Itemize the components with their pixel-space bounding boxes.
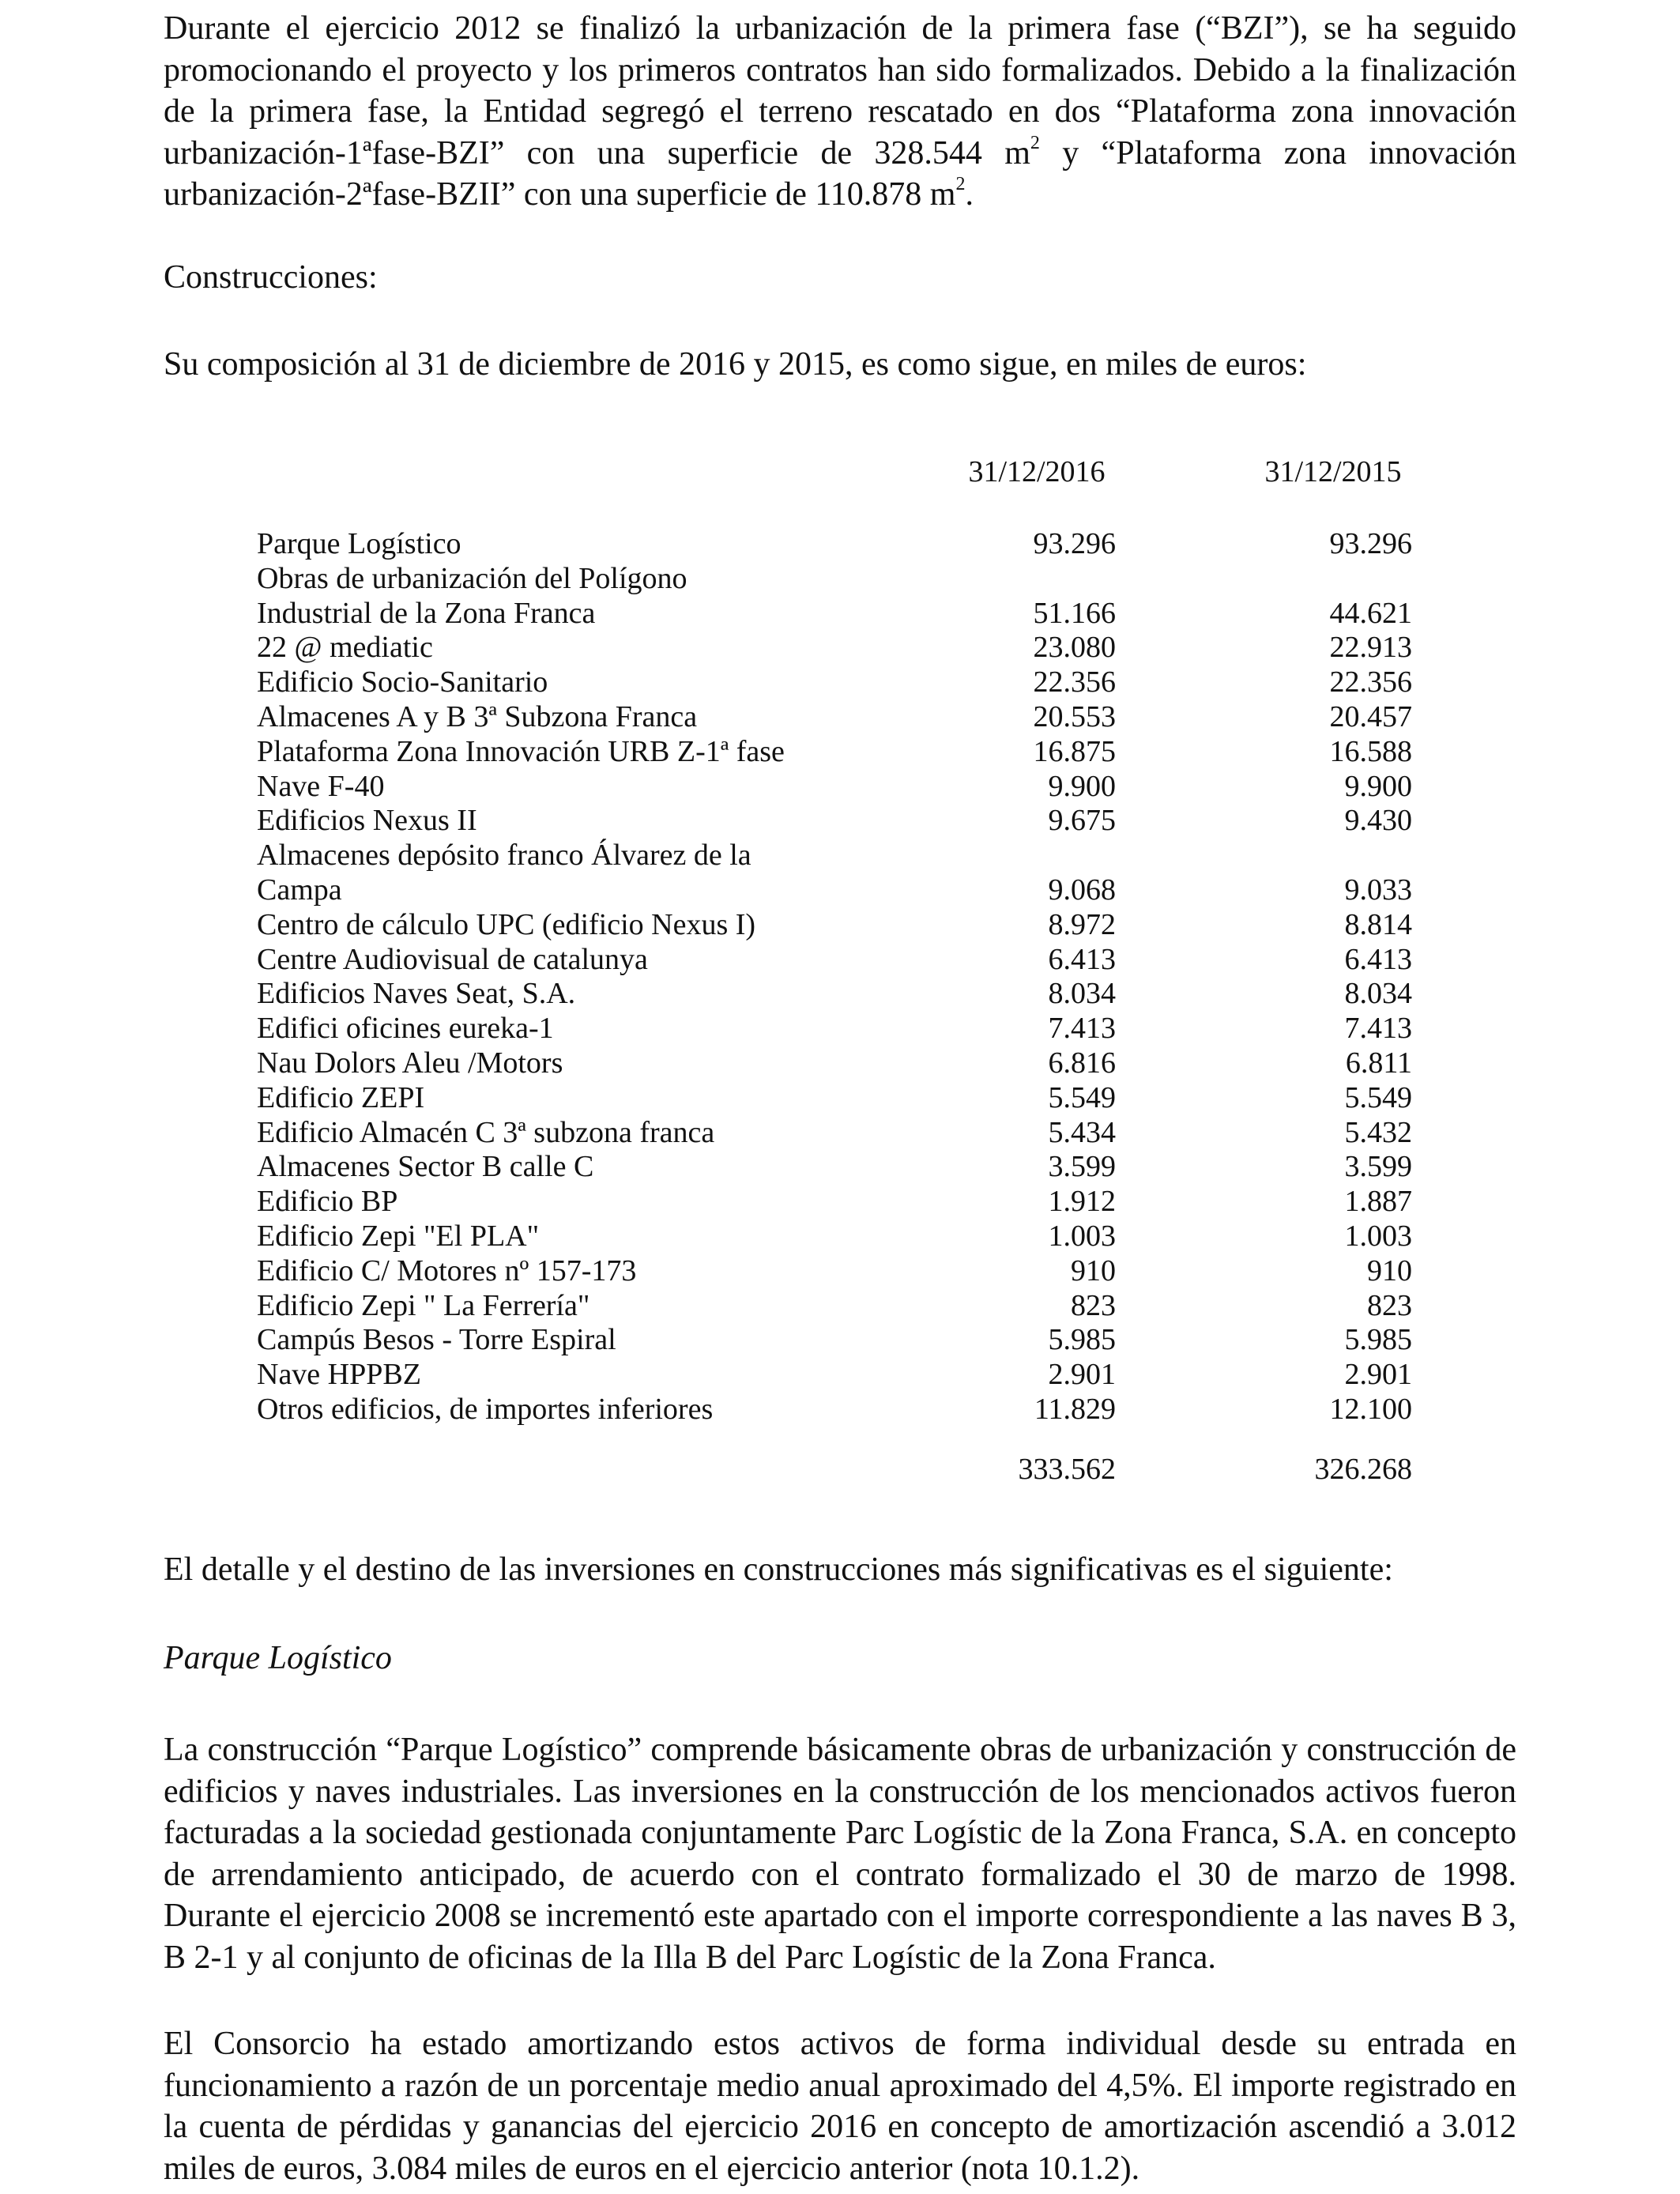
row-value-2016: 93.296 xyxy=(1033,527,1116,560)
superscript-square: 2 xyxy=(1030,132,1040,153)
table-row xyxy=(164,908,1516,943)
row-label: Nave HPPBZ xyxy=(257,1358,421,1392)
table-total-row xyxy=(164,1452,1516,1487)
table-row xyxy=(164,700,1516,735)
row-label: Almacenes depósito franco Álvarez de la xyxy=(257,839,751,873)
row-label: Edificios Nexus II xyxy=(257,804,477,838)
row-label: Nave F-40 xyxy=(257,769,385,803)
table-row xyxy=(164,977,1516,1012)
detail-intro-paragraph: El detalle y el destino de las inversiones en construcciones más significativas es el siguiente: xyxy=(164,1551,1393,1588)
row-value-2016: 910 xyxy=(1071,1253,1116,1287)
table-row xyxy=(164,1289,1516,1324)
row-label: Almacenes A y B 3ª Subzona Franca xyxy=(257,699,698,733)
table-row xyxy=(164,1323,1516,1358)
row-value-2016: 5.434 xyxy=(1048,1115,1116,1149)
row-value-2016: 20.553 xyxy=(1033,699,1116,733)
row-value-2015: 8.814 xyxy=(1344,907,1412,941)
row-value-2016: 8.972 xyxy=(1048,907,1116,941)
table-row xyxy=(164,1046,1516,1081)
row-label: Plataforma Zona Innovación URB Z-1ª fase xyxy=(257,734,785,768)
row-value-2015: 3.599 xyxy=(1344,1150,1412,1184)
row-label: Obras de urbanización del Polígono xyxy=(257,561,687,595)
row-value-2016: 9.068 xyxy=(1048,873,1116,907)
row-label: Industrial de la Zona Franca xyxy=(257,596,596,630)
table-row xyxy=(164,943,1516,978)
row-value-2016: 22.356 xyxy=(1033,665,1116,699)
row-value-2015: 6.413 xyxy=(1344,942,1412,976)
row-value-2016: 2.901 xyxy=(1048,1358,1116,1392)
intro-text-b: y “Plataforma zona innovación urbanización-2ªfase-BZII” con una superficie de 110.878 m xyxy=(164,134,1516,213)
row-value-2016: 8.034 xyxy=(1048,977,1116,1011)
table-row xyxy=(164,1012,1516,1046)
row-value-2016: 16.875 xyxy=(1033,734,1116,768)
table-row xyxy=(164,873,1516,908)
column-header-2015: 31/12/2015 xyxy=(1264,455,1402,488)
row-value-2015: 6.811 xyxy=(1345,1046,1412,1080)
row-label: Edificio C/ Motores nº 157-173 xyxy=(257,1253,637,1287)
row-label: Centro de cálculo UPC (edificio Nexus I) xyxy=(257,907,756,941)
table-row xyxy=(164,1150,1516,1185)
row-value-2015: 823 xyxy=(1367,1288,1412,1322)
row-value-2016: 23.080 xyxy=(1033,631,1116,665)
total-2016: 333.562 xyxy=(1018,1453,1116,1486)
intro-paragraph xyxy=(164,8,1516,216)
table-row xyxy=(164,770,1516,805)
amortization-paragraph: El Consorcio ha estado amortizando estos activos de forma individual desde su entrada en funcionamiento a razón de un porcentaje medio anual aproximado del 4,5%. El importe registrado en la cuenta de pérdidas y ganancias del ejercicio 2016 en concepto de amortización ascendió a 3.012 miles de euros, 3.084 miles de euros en el ejercicio anterior (nota 10.1.2). xyxy=(164,2026,1516,2187)
row-value-2015: 9.900 xyxy=(1344,769,1412,803)
row-value-2015: 20.457 xyxy=(1329,699,1412,733)
row-label: Edificio Socio-Sanitario xyxy=(257,665,548,699)
table-row xyxy=(164,1393,1516,1427)
row-value-2016: 6.413 xyxy=(1048,942,1116,976)
table-row xyxy=(164,839,1516,873)
row-value-2015: 5.985 xyxy=(1344,1323,1412,1357)
total-2015: 326.268 xyxy=(1314,1453,1412,1486)
row-label: 22 @ mediatic xyxy=(257,631,433,665)
row-label: Edificio ZEPI xyxy=(257,1080,425,1114)
row-value-2016: 11.829 xyxy=(1034,1392,1116,1426)
row-label: Edifici oficines eureka-1 xyxy=(257,1012,554,1046)
table-row xyxy=(164,804,1516,839)
table-row xyxy=(164,1220,1516,1254)
row-label: Edificio Zepi " La Ferrería" xyxy=(257,1288,590,1322)
table-row xyxy=(164,665,1516,700)
row-value-2015: 93.296 xyxy=(1329,527,1412,560)
row-value-2015: 5.432 xyxy=(1344,1115,1412,1149)
row-label: Nau Dolors Aleu /Motors xyxy=(257,1046,563,1080)
constructions-table xyxy=(164,454,1516,1498)
row-value-2015: 9.430 xyxy=(1344,804,1412,838)
column-header-2016: 31/12/2016 xyxy=(968,455,1106,488)
row-value-2015: 2.901 xyxy=(1344,1358,1412,1392)
subsection-heading: Parque Logístico xyxy=(164,1640,392,1676)
row-value-2016: 9.675 xyxy=(1048,804,1116,838)
row-value-2016: 3.599 xyxy=(1048,1150,1116,1184)
table-row xyxy=(164,1185,1516,1220)
row-value-2015: 7.413 xyxy=(1344,1012,1412,1046)
row-value-2015: 16.588 xyxy=(1329,734,1412,768)
intro-text-c: . xyxy=(965,176,974,213)
row-value-2015: 8.034 xyxy=(1344,977,1412,1011)
table-row xyxy=(164,562,1516,597)
superscript-square: 2 xyxy=(955,174,966,194)
row-value-2016: 5.985 xyxy=(1048,1323,1116,1357)
row-label: Parque Logístico xyxy=(257,527,461,560)
row-value-2015: 44.621 xyxy=(1329,596,1412,630)
row-value-2016: 823 xyxy=(1071,1288,1116,1322)
row-value-2015: 9.033 xyxy=(1344,873,1412,907)
table-row xyxy=(164,1358,1516,1393)
row-label: Campús Besos - Torre Espiral xyxy=(257,1323,616,1357)
row-value-2015: 5.549 xyxy=(1344,1080,1412,1114)
row-label: Centre Audiovisual de catalunya xyxy=(257,942,648,976)
row-label: Otros edificios, de importes inferiores xyxy=(257,1392,714,1426)
table-intro-paragraph: Su composición al 31 de diciembre de 2016 y 2015, es como sigue, en miles de euros: xyxy=(164,346,1307,383)
row-value-2015: 1.887 xyxy=(1344,1185,1412,1219)
table-row xyxy=(164,1116,1516,1151)
row-value-2015: 22.913 xyxy=(1329,631,1412,665)
row-value-2016: 5.549 xyxy=(1048,1080,1116,1114)
row-label: Campa xyxy=(257,873,342,907)
row-value-2015: 1.003 xyxy=(1344,1219,1412,1253)
table-row xyxy=(164,527,1516,562)
row-label: Edificio Zepi "El PLA" xyxy=(257,1219,540,1253)
table-row xyxy=(164,631,1516,665)
row-value-2016: 9.900 xyxy=(1048,769,1116,803)
row-value-2016: 7.413 xyxy=(1048,1012,1116,1046)
section-heading: Construcciones: xyxy=(164,259,378,296)
row-label: Edificios Naves Seat, S.A. xyxy=(257,977,576,1011)
row-value-2015: 12.100 xyxy=(1329,1392,1412,1426)
row-label: Almacenes Sector B calle C xyxy=(257,1150,594,1184)
row-value-2016: 1.003 xyxy=(1048,1219,1116,1253)
table-row xyxy=(164,1081,1516,1116)
row-value-2016: 1.912 xyxy=(1048,1185,1116,1219)
table-row xyxy=(164,1254,1516,1289)
row-label: Edificio Almacén C 3ª subzona franca xyxy=(257,1115,715,1149)
row-value-2016: 6.816 xyxy=(1048,1046,1116,1080)
row-value-2015: 22.356 xyxy=(1329,665,1412,699)
row-label: Edificio BP xyxy=(257,1185,398,1219)
table-row xyxy=(164,597,1516,631)
intro-text-a: Durante el ejercicio 2012 se finalizó la urbanización de la primera fase (“BZI”), se ha seguido promocionando el proyecto y los primeros contratos han sido formalizados. Debido a la finalización de la primera fase, la Entidad segregó el terreno rescatado en dos “Plataforma zona innovación urbanización-1ªfase-BZI” con una superficie de 328.544 m xyxy=(164,10,1516,172)
table-row xyxy=(164,735,1516,770)
table-rows xyxy=(164,527,1516,1427)
parque-logistico-paragraph: La construcción “Parque Logístico” comprende básicamente obras de urbanización y construcción de edificios y naves industriales. Las inversiones en la construcción de los mencionados activos fueron facturadas a la sociedad gestionada conjuntamente Parc Logístic de la Zona Franca, S.A. en concepto de arrendamiento anticipado, de acuerdo con el contrato formalizado el 30 de marzo de 1998. Durante el ejercicio 2008 se incrementó este apartado con el importe correspondiente a las naves B 3, B 2-1 y al conjunto de oficinas de la Illa B del Parc Logístic de la Zona Franca. xyxy=(164,1732,1516,1976)
row-value-2015: 910 xyxy=(1367,1253,1412,1287)
row-value-2016: 51.166 xyxy=(1033,596,1116,630)
